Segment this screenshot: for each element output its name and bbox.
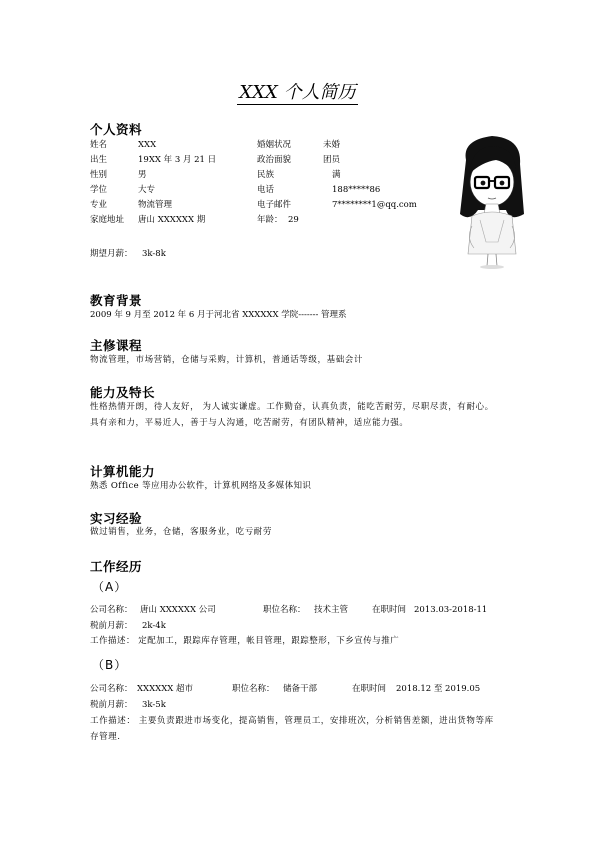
section-heading-computer: 计算机能力 xyxy=(90,464,156,479)
profile-label-phone: 电话 xyxy=(257,185,275,195)
profile-value-marital: 未婚 xyxy=(323,140,341,150)
profile-value-email: 7********1@qq.com xyxy=(332,200,417,210)
profile-value-address: 唐山 XXXXXX 期 xyxy=(138,215,206,225)
internship-text: 做过销售，业务，仓储，客服务业，吃亏耐劳 xyxy=(90,527,273,537)
job-a-salary-label: 税前月薪： xyxy=(90,621,133,631)
profile-label-ethnicity: 民族 xyxy=(257,170,275,180)
job-marker-a: （A） xyxy=(92,580,128,594)
job-b-time: 2018.12 至 2019.05 xyxy=(396,684,481,694)
education-text: 2009 年 9 月至 2012 年 6 月于河北省 XXXXXX 学院------- 管理系 xyxy=(90,310,347,320)
profile-value-major: 物流管理 xyxy=(138,200,173,210)
profile-label-name: 姓名 xyxy=(90,140,108,150)
courses-text: 物流管理，市场营销，仓储与采购，计算机，普通话等级，基础会计 xyxy=(90,355,364,365)
job-marker-b: （B） xyxy=(92,658,128,672)
job-a-salary: 2k-4k xyxy=(142,621,166,631)
profile-value-birth: 19XX 年 3 月 21 日 xyxy=(138,155,217,165)
job-b-description: 工作描述： 主要负责跟进市场变化，提高销售，管理员工，安排班次，分析销售差额，进出货物等库存管理. xyxy=(90,716,494,742)
job-a-position: 技术主管 xyxy=(314,605,349,615)
profile-label-email: 电子邮件 xyxy=(257,200,292,210)
job-b-company-label: 公司名称： xyxy=(90,684,133,694)
job-a-description: 工作描述： 定配加工，跟踪库存管理，帐目管理，跟踪整形，下乡宣传与推广 xyxy=(90,636,400,646)
profile-value-phone: 188*****86 xyxy=(332,185,381,195)
section-heading-education: 教育背景 xyxy=(90,293,143,308)
profile-label-marital: 婚姻状况 xyxy=(257,140,292,150)
resume-title: XXX 个人简历 xyxy=(239,82,356,103)
strengths-text: 性格热情开朗，待人友好， 为人诚实谦虚。工作勤奋，认真负责，能吃苦耐劳，尽职尽责，有耐心。具有亲和力，平易近人，善于与人沟通，吃苦耐劳，有团队精神，适应能力强。 xyxy=(90,402,494,428)
profile-label-salary: 期望月薪： xyxy=(90,249,133,259)
profile-label-major: 专业 xyxy=(90,200,108,210)
job-a-company-label: 公司名称： xyxy=(90,605,133,615)
profile-value-political: 团员 xyxy=(323,155,341,165)
profile-label-degree: 学位 xyxy=(90,185,108,195)
profile-label-gender: 性别 xyxy=(90,170,108,180)
section-heading-work: 工作经历 xyxy=(90,559,143,574)
section-heading-strengths: 能力及特长 xyxy=(90,385,156,400)
profile-label-birth: 出生 xyxy=(90,155,108,165)
computer-text: 熟悉 Office 等应用办公软件，计算机网络及多媒体知识 xyxy=(90,481,312,491)
profile-value-gender: 男 xyxy=(138,170,147,180)
profile-value-degree: 大专 xyxy=(138,185,156,195)
profile-photo-illustration xyxy=(452,130,532,270)
job-a-position-label: 职位名称： xyxy=(263,605,306,615)
profile-label-age: 年龄： xyxy=(257,215,283,225)
profile-value-ethnicity: 满 xyxy=(332,170,341,180)
profile-value-age: 29 xyxy=(288,215,299,225)
section-heading-courses: 主修课程 xyxy=(90,338,143,353)
profile-label-political: 政治面貌 xyxy=(257,155,292,165)
section-heading-internship: 实习经验 xyxy=(90,511,143,526)
job-b-salary: 3k-5k xyxy=(142,700,166,710)
job-a-time-label: 在职时间 xyxy=(372,605,407,615)
profile-label-address: 家庭地址 xyxy=(90,215,125,225)
profile-value-name: XXX xyxy=(138,140,157,150)
job-b-company: XXXXXX 超市 xyxy=(137,684,194,694)
job-b-salary-label: 税前月薪： xyxy=(90,700,133,710)
profile-value-salary: 3k-8k xyxy=(142,249,166,259)
job-a-time: 2013.03-2018-11 xyxy=(414,605,488,615)
section-heading-profile: 个人资料 xyxy=(90,122,143,137)
job-a-company: 唐山 XXXXXX 公司 xyxy=(140,605,216,615)
job-b-time-label: 在职时间 xyxy=(352,684,387,694)
job-b-position: 储备干部 xyxy=(283,684,318,694)
job-b-position-label: 职位名称： xyxy=(232,684,275,694)
